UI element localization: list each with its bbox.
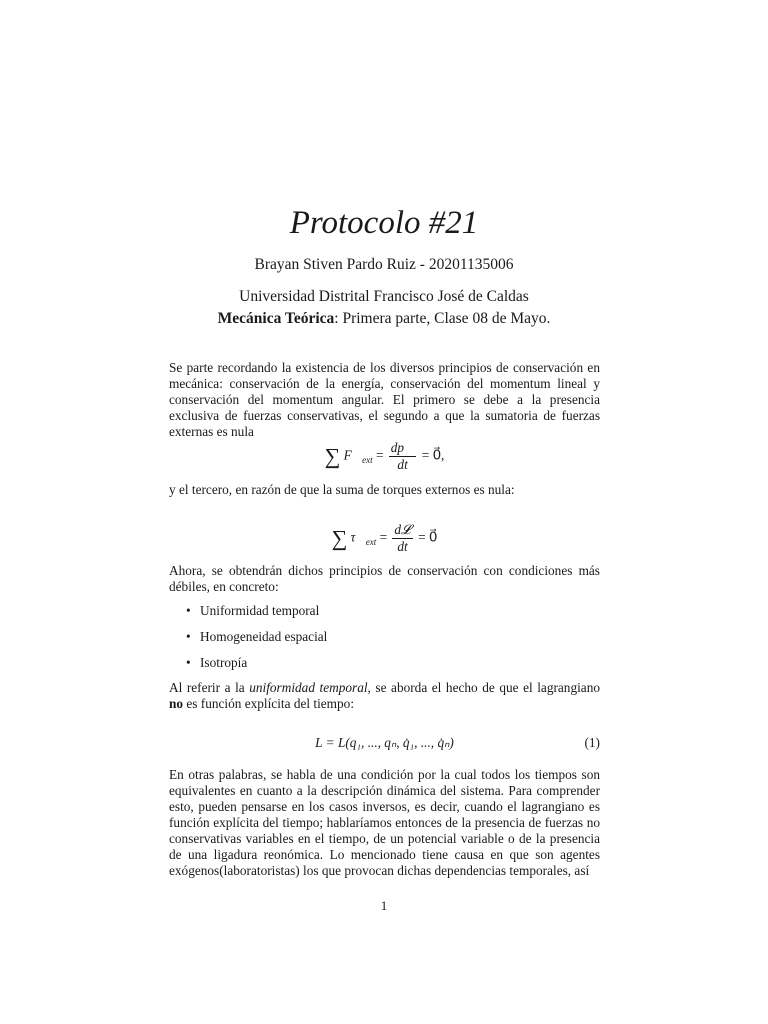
eq2-result: = 0⃗ <box>418 529 438 545</box>
eq3-expression: L = L(q₁, ..., qₙ, q̇₁, ..., q̇ₙ) <box>315 735 454 750</box>
list-item: • Uniformidad temporal <box>186 603 586 629</box>
author-line: Brayan Stiven Pardo Ruiz - 20201135006 <box>254 256 514 273</box>
list-item: • Homogeneidad espacial <box>186 629 586 655</box>
eq1-denominator: dt <box>397 457 408 472</box>
p4-text-b: , se aborda el hecho de que el lagrangiano <box>367 680 600 695</box>
eq1-fraction <box>389 440 417 473</box>
paragraph-torque: y el tercero, en razón de que la suma de torques externos es nula: <box>169 482 515 497</box>
sum-symbol: ∑ <box>331 525 348 551</box>
paragraph-uniformity <box>169 680 600 712</box>
paragraph-explanation: En otras palabras, se habla de una condición por la cual todos los tiempos son equivalentes en cuanto a la descripción dinámica del sistema. Para comprender esto, pueden pensarse en los casos inversos, es decir, cuando el lagrangiano es función explícita del tiempo; hablaríamos entonces de la presencia de fuerzas no conservativas variables en el tiempo, de un potencial variable o de la presencia de una ligadura reonómica. Lo mencionado tiene causa en que son agentes exógenos(laboratoristas) los que provocan dichas dependencias temporales, así <box>169 767 600 878</box>
equation-linear-momentum: ∑ $F⃗_{ext}$ = $\frac{dp⃗}{dt}$ = 0⃗, <box>324 440 445 472</box>
equation-lagrangian <box>169 735 600 751</box>
course-detail: : Primera parte, Clase 08 de Mayo. <box>334 310 551 327</box>
eq2-torque: τ⃗ <box>350 529 366 545</box>
eq2-fraction <box>392 522 412 555</box>
eq1-force: F⃗ <box>343 447 363 463</box>
equation-angular-momentum: ∑ $\tau⃗_{ext}$ = $\frac{\text{d𝓛}}{dt}$ = 0⃗ <box>331 522 438 554</box>
conditions-list <box>186 603 586 681</box>
eq2-numerator: d𝓛 <box>394 522 411 537</box>
list-item: • Isotropía <box>186 655 586 681</box>
page-number: 1 <box>380 898 388 913</box>
paper-title: Protocolo #21 <box>289 205 479 241</box>
course-line <box>0 308 768 330</box>
eq1-subscript: ext <box>362 455 373 466</box>
equation-number: (1) <box>584 735 600 750</box>
institution-line: Universidad Distrital Francisco José de Caldas <box>239 288 529 305</box>
paragraph-intro: Se parte recordando la existencia de los diversos principios de conservación en mecánica: conservación de la energía, conservación del momentum lineal y conservación del momentum angular. El primero se debe a la presencia exclusiva de fuerzas conservativas, el segundo a que la sumatoria de fuerzas externas es nula <box>169 360 600 439</box>
affiliation-block <box>0 286 768 330</box>
eq1-result: = 0⃗, <box>421 447 445 463</box>
p4-bold: no <box>169 696 184 711</box>
eq2-subscript: ext <box>365 537 377 548</box>
p4-text-a: Al referir a la <box>169 680 250 695</box>
course-name: Mecánica Teórica <box>217 310 335 327</box>
sum-symbol: ∑ <box>324 443 341 469</box>
p4-text-c: es función explícita del tiempo: <box>183 696 355 711</box>
eq1-numerator: dp⃗ <box>390 440 415 455</box>
eq2-denominator: dt <box>397 539 408 554</box>
paragraph-conditions: Ahora, se obtendrán dichos principios de conservación con condiciones más débiles, en concreto: <box>169 563 600 594</box>
p4-emphasis: uniformidad temporal <box>249 680 368 695</box>
